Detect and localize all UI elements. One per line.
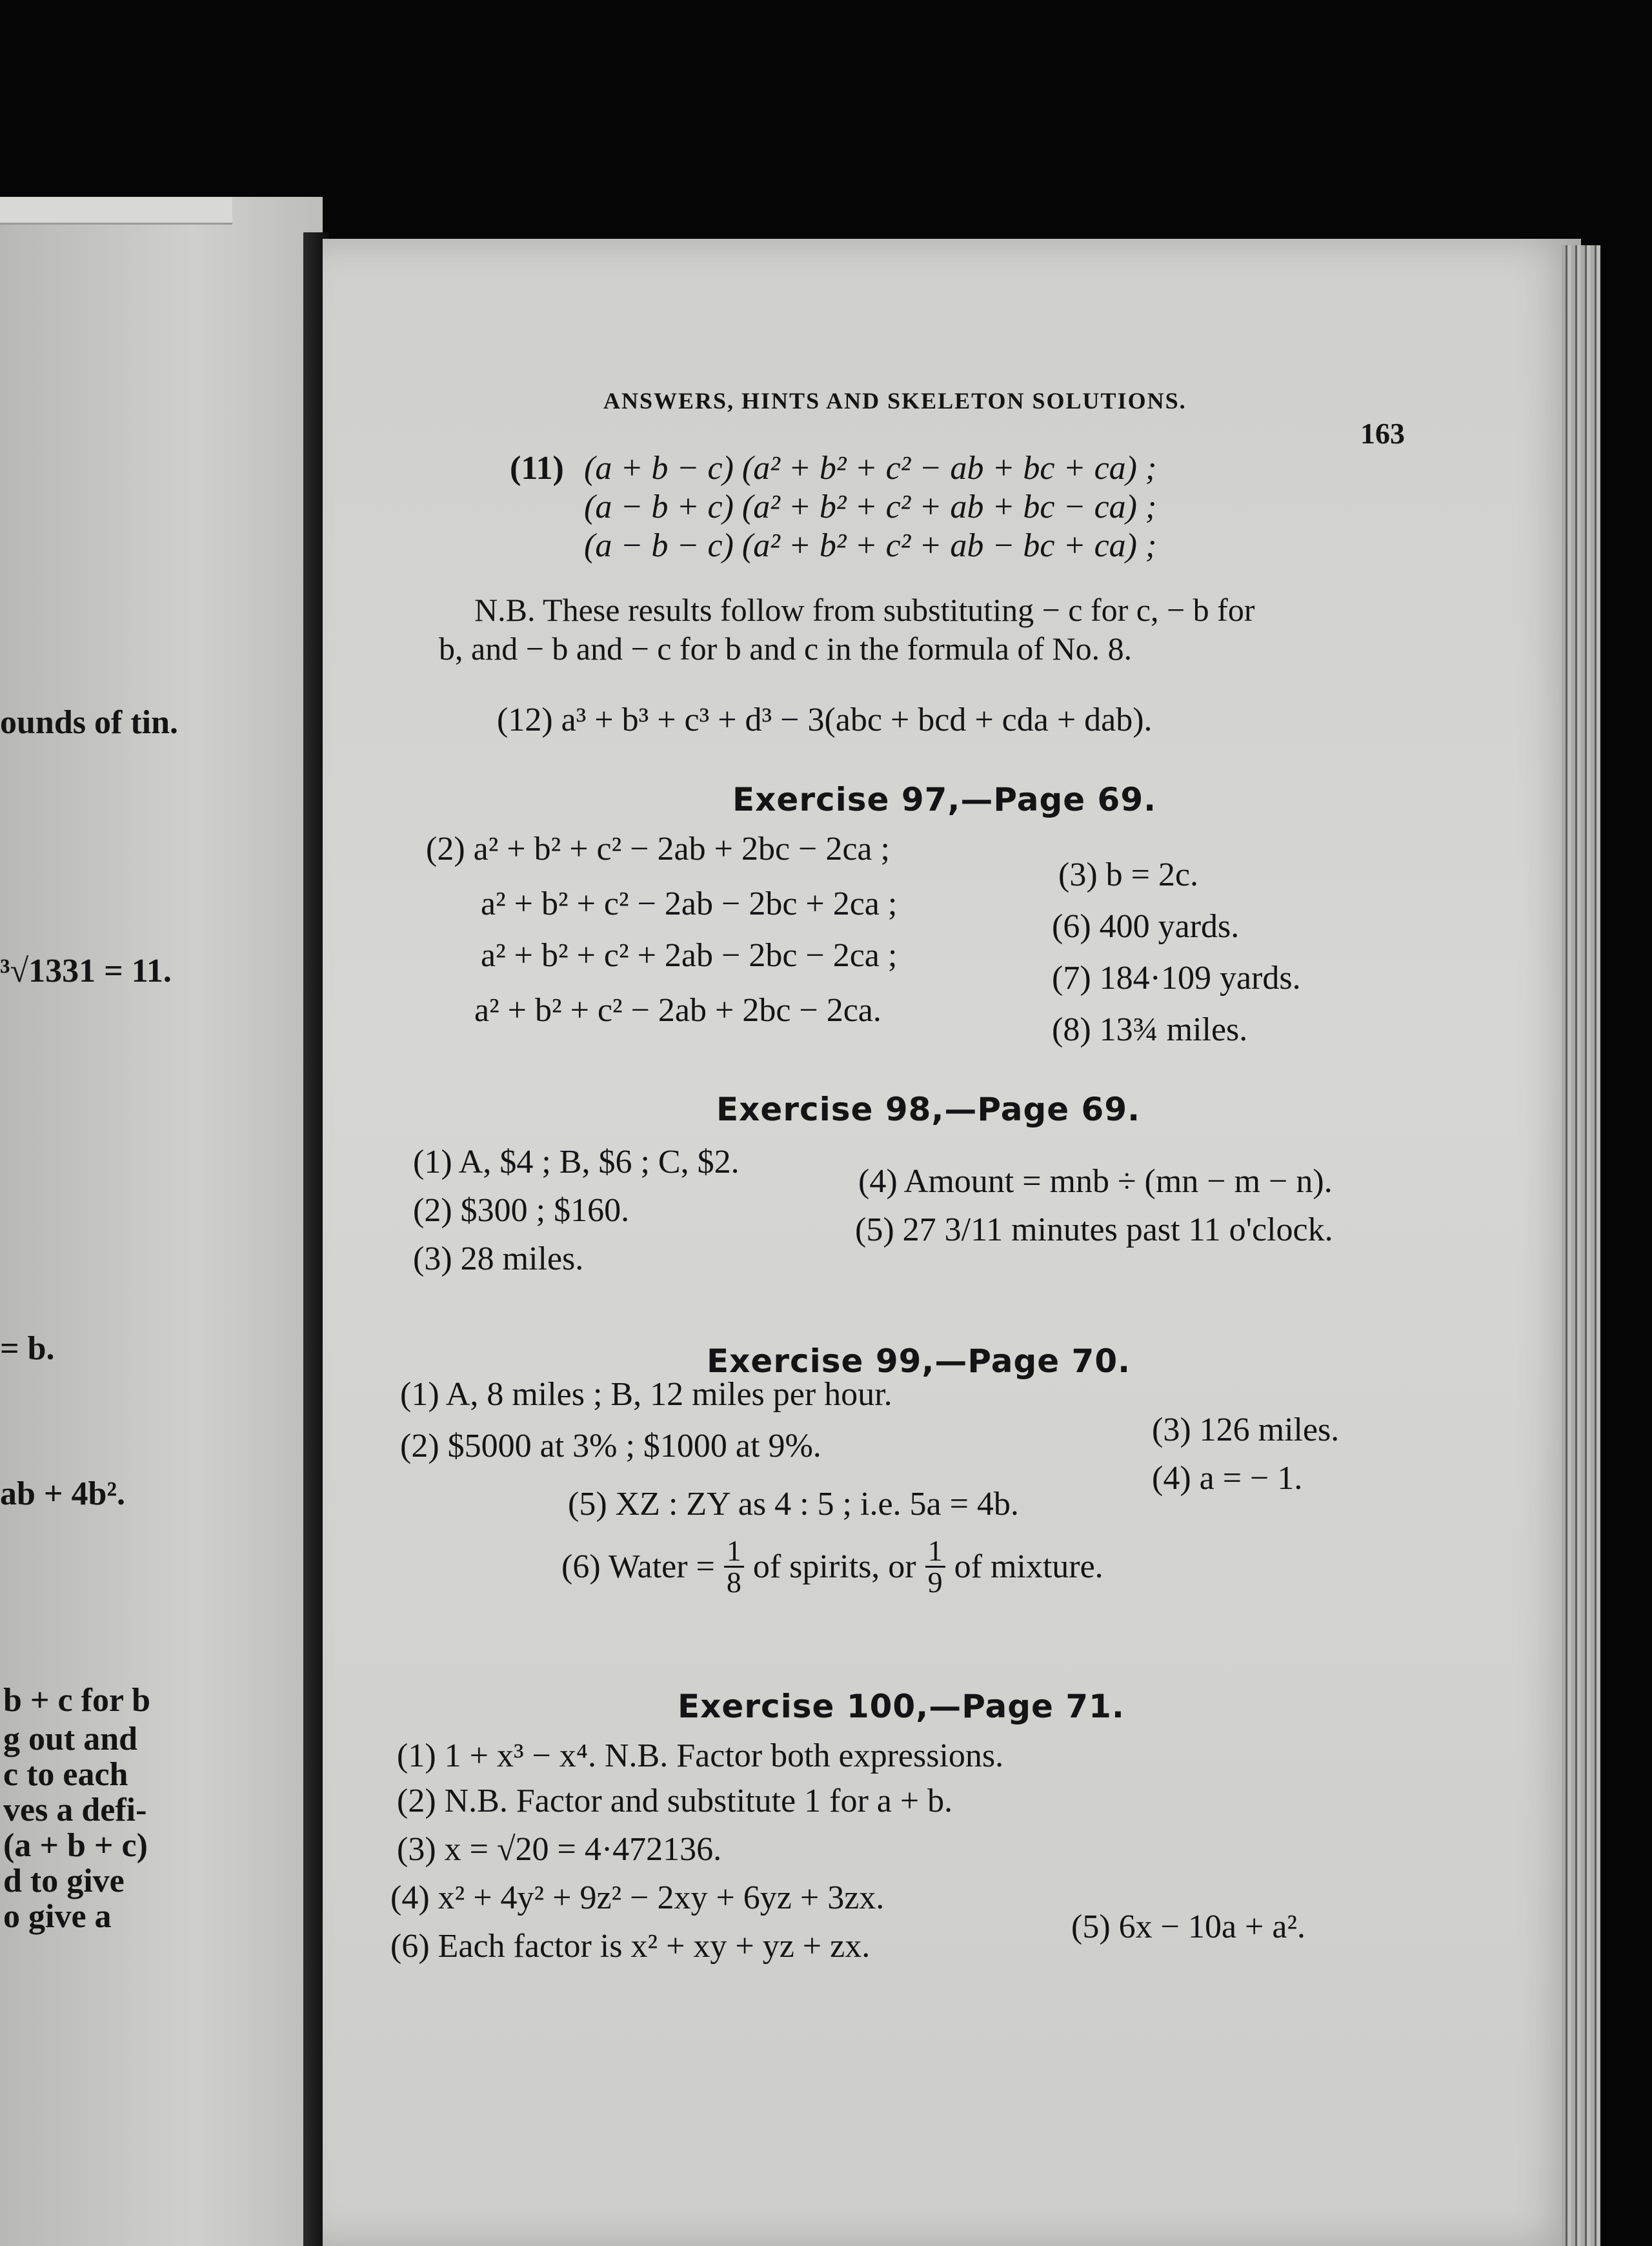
formula-line: (a + b − c) (a² + b² + c² − ab + bc + ca) ; [584,450,1157,487]
exercise-title: Exercise 98,—Page 69. [716,1091,1141,1128]
fraction-numerator: 1 [925,1536,945,1568]
answer-line: (2) a² + b² + c² − 2ab + 2bc − 2ca ; [426,831,890,867]
left-page-edge [0,197,232,225]
left-fragment: (a + b + c) [3,1827,148,1864]
fraction-numerator: 1 [724,1536,744,1568]
running-header: ANSWERS, HINTS AND SKELETON SOLUTIONS. [603,388,1187,414]
nb-note: N.B. These results follow from substituting − c for c, − b for [474,592,1255,628]
left-fragment: o give a [3,1898,112,1935]
formula-line: (a − b − c) (a² + b² + c² + ab − bc + ca) ; [584,527,1157,564]
page-stack-edge [1562,245,1600,2246]
answer-line: (4) a = − 1. [1152,1460,1303,1497]
answer-line: (3) 28 miles. [413,1240,584,1277]
fraction [724,1536,744,1597]
page-number: 163 [1360,417,1405,450]
answer-line: (5) 27 3/11 minutes past 11 o'clock. [855,1211,1333,1248]
left-fragment: ves a defi- [3,1792,147,1828]
fraction-text: of spirits, or [752,1548,916,1585]
answer-line: (6) 400 yards. [1052,908,1240,945]
left-fragment: b + c for b [3,1682,151,1719]
answer-line: a² + b² + c² − 2ab − 2bc + 2ca ; [481,885,898,922]
answer-line: (2) $5000 at 3% ; $1000 at 9%. [400,1428,821,1464]
fraction-denominator: 9 [927,1566,943,1599]
item-label: (11) [510,450,564,487]
left-fragment: ³√1331 = 11. [0,953,172,989]
answer-line: (1) A, 8 miles ; B, 12 miles per hour. [400,1376,892,1413]
answer-line: (7) 184·109 yards. [1052,960,1301,997]
answer-line: (3) x = √20 = 4·472136. [397,1831,722,1868]
left-fragment: = b. [0,1330,55,1367]
answer-line: a² + b² + c² + 2ab − 2bc − 2ca ; [481,937,898,974]
answer-line: (5) 6x − 10a + a². [1071,1908,1306,1945]
answer-line: (6) Each factor is x² + xy + yz + zx. [390,1928,871,1965]
answer-line: (4) x² + 4y² + 9z² − 2xy + 6yz + 3zx. [390,1879,885,1916]
fraction [925,1536,945,1597]
answer-line: (3) b = 2c. [1058,856,1199,893]
fraction-text: of mixture. [954,1548,1103,1585]
left-fragment: g out and [3,1721,138,1757]
fraction-text: (6) Water = [561,1548,715,1585]
answer-line: (2) N.B. Factor and substitute 1 for a + b. [397,1783,953,1819]
exercise-title: Exercise 97,—Page 69. [732,781,1157,818]
answer-line: (1) 1 + x³ − x⁴. N.B. Factor both expressions. [397,1737,1004,1774]
left-fragment: ounds of tin. [0,704,178,741]
nb-note: b, and − b and − c for b and c in the formula of No. 8. [439,631,1133,667]
answer-line: (2) $300 ; $160. [413,1192,630,1229]
answer-line-fraction [561,1536,1103,1597]
answer-line: (8) 13¾ miles. [1052,1011,1248,1048]
left-fragment: d to give [3,1863,125,1899]
exercise-title: Exercise 99,—Page 70. [707,1342,1131,1380]
fraction-denominator: 8 [726,1566,741,1599]
formula-line: (a − b + c) (a² + b² + c² + ab + bc − ca) ; [584,489,1157,525]
answer-line: (3) 126 miles. [1152,1411,1340,1448]
formula-line: (12) a³ + b³ + c³ + d³ − 3(abc + bcd + cda + dab). [497,702,1153,738]
answer-line: a² + b² + c² − 2ab + 2bc − 2ca. [474,992,881,1029]
left-fragment: ab + 4b². [0,1475,126,1512]
left-fragment: c to each [3,1756,128,1793]
answer-line: (4) Amount = mnb ÷ (mn − m − n). [858,1163,1333,1200]
answer-line: (1) A, $4 ; B, $6 ; C, $2. [413,1144,740,1180]
left-page [0,197,323,2246]
answer-line: (5) XZ : ZY as 4 : 5 ; i.e. 5a = 4b. [568,1486,1019,1523]
exercise-title: Exercise 100,—Page 71. [678,1688,1125,1725]
